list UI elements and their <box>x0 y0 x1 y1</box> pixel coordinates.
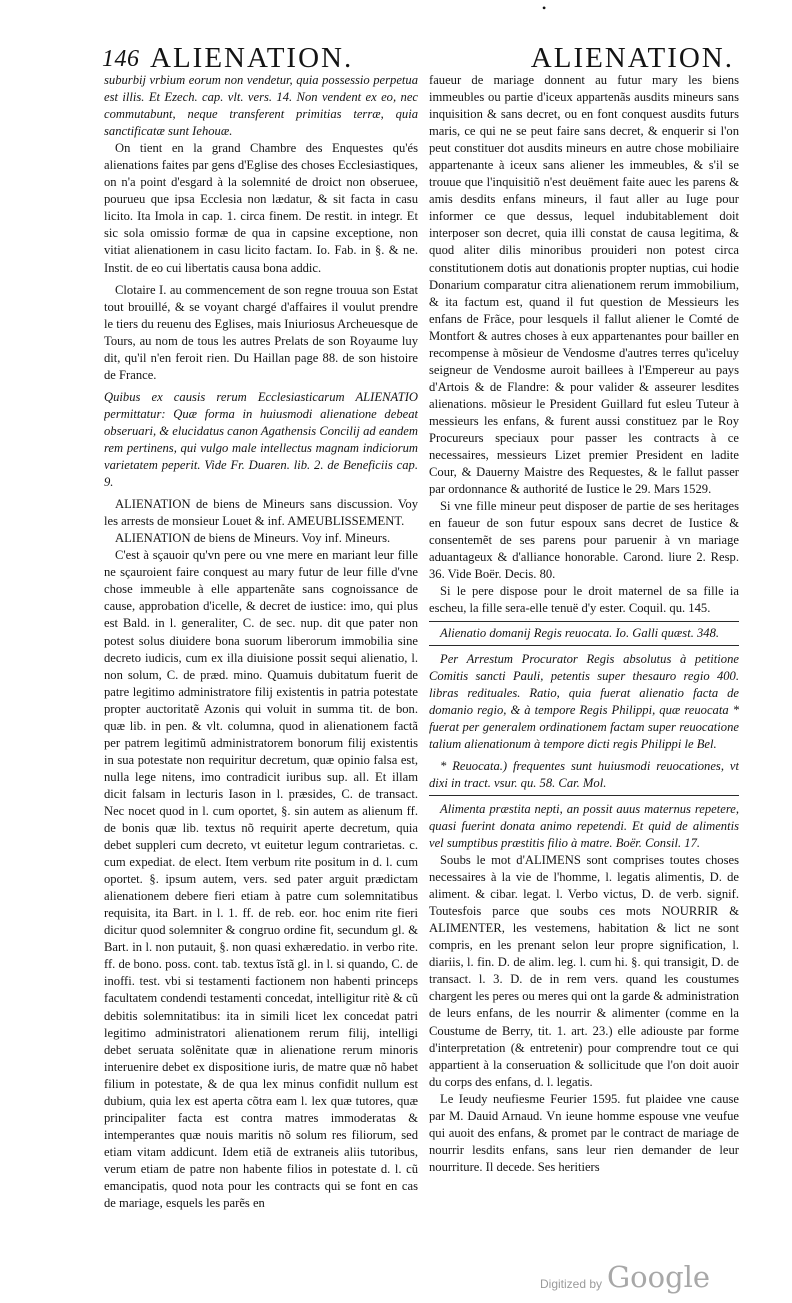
paragraph: faueur de mariage donnent au futur mary les biens immeubles ou partie d'iceux appartenãs ausdits mineurs sans inquisition & sans decret, ou en font conquest ausdits futurs maris, ce qui ne se peut faire sans decret, & enquerir si l'on peut constituer dot ausdits mineurs en autre chose mobiliaire appartenante à iceux sans aliener les immeubles, & s'il se trouue que l'inquisitiõ n'est deuëment faite auec les parens & amis desdits enfans mineurs, il faut aller au Iuge pour informer ce que dessus, lequel indubitablement doit interposer son decret, quia illi constat de causa legitima, & quod aliter dilis minoribus prouideri non potest circa constitutionem dotis aut donationis propter nuptias, cui hodie Donarium comparatur citra alienationem rerum immobilium, & ita factum est, quand il fut question de Messieurs les enfans de Frãce, pour lesquels il fallut aliener le Comté de Montfort & autres choses à eux appartenantes pour bailler en recompense à mõsieur de Vendosme d'autres terres qu'iceluy seigneur de Vendosme auroit baillees à l'Empereur au pays d'Artois & de Flandre: & pour valider & asseurer lesdites alienations. mõsieur le President Guillard fut esleu Tuteur à messieurs les enfans, & furent aussi constituez par le Roy Procureurs speciaux pour passer les contracts à ce necessaires, messieurs Lizet premier President en ladite Cour, & Dauerny Maistre des Requestes, & le fallut passer par ordonnance & authorité de Iustice le 29. Mars 1529. <box>429 73 739 497</box>
paragraph: On tient en la grand Chambre des Enquestes qu'és alienations faites par gens d'Eglise des choses Ecclesiastiques, on n'a point d'esgard à la solemnité de droict non obseruee, pourueu que ipsa Ecclesia non lædatur, & sit facta in casu licito. Ita Imola in cap. 1. circa finem. De restit. in integr. Et sic sola omissio formæ de qua in capsine exceptione, non vitiat alienationem in casu licito factam. Io. Fab. in §. & ne. Instit. de eo cui libertatis causa bona addic. <box>104 141 418 275</box>
digitized-by-label: Digitized by <box>540 1277 603 1291</box>
divider <box>429 645 739 646</box>
paragraph: Soubs le mot d'ALIMENS sont comprises toutes choses necessaires à la vie de l'homme, l. legatis alimentis, D. de aliment. & cibar. legat. l. Verbo victus, D. de verb. signif. Toutesfois parce que soubs ces mots NOURRIR & ALIMENTER, les vestemens, habitation & lict ne sont compris, en les prenant selon leur propre signification, l. diariis, l. fin. D. de alim. leg. l. cum hi. §. qui transigit, D. de transact. l. 3. D. de in rem vers. quand les coustumes chargent les peres ou meres qui ont la garde & administration de leurs enfans, de les nourrir & alimenter (comme en la Coustume de Berry, tit. 1. art. 23.) elle adiouste par forme d'interpretation (& entretenir) pour comprendre tout ce qui appartient à la conseruation & sollicitude que l'on doit auoir du corps des enfans, d. l. legatis. <box>429 853 739 1089</box>
page-mark: • <box>542 1 547 15</box>
running-title-left: ALIENATION. <box>150 42 354 74</box>
left-column <box>104 72 418 1242</box>
paragraph: Si vne fille mineur peut disposer de partie de ses heritages en faueur de son futur espoux sans decret de Iustice & consentemẽt de ses parens pour paruenir à vn mariage aduantageux & d'alliance honorable. Carond. liure 2. Resp. 36. Vide Boër. Decis. 80. <box>429 499 739 582</box>
paragraph: Si le pere dispose pour le droit maternel de sa fille ia escheu, la fille sera-elle tenuë d'y ester. Coquil. qu. 145. <box>429 584 739 616</box>
divider <box>429 795 739 796</box>
right-column <box>429 72 739 1242</box>
running-title-right: ALIENATION. <box>530 42 734 74</box>
cross-reference: ALIENATION de biens de Mineurs sans discussion. Voy les arrests de monsieur Louet & inf. AMEUBLISSEMENT. <box>104 497 418 529</box>
section-heading: Alienatio domanij Regis reuocata. Io. Galli quæst. 348. <box>440 625 720 640</box>
paragraph: suburbij vrbium eorum non vendetur, quia possessio perpetua est illis. Et Ezech. cap. vlt. vers. 14. Non vendent ex eo, nec commutabunt, neque transferent primitias terræ, quia sanctificatæ sunt Iehouæ. <box>104 73 418 139</box>
paragraph: Le Ieudy neufiesme Feurier 1595. fut plaidee vne cause par M. Dauid Arnaud. Vn ieune homme espouse vne veufue qui auoit des enfans, & promet par le contract de mariage de nourrir lesdits enfans, sans leur rien demander de leur nourriture. Il decede. Ses heritiers <box>429 1091 739 1174</box>
running-header <box>102 42 734 74</box>
reference-entry: Alimenta præstita nepti, an possit auus maternus repetere, quasi fuerint donata animo repetendi. Et quid de alimentis vel sumptibus præstitis filio à matre. Boër. Consil. 17. <box>429 801 739 851</box>
paragraph: Per Arrestum Procurator Regis absolutus à petitione Comitis sancti Pauli, petentis super thesauro regio 400. libras redituales. Ratio, quia fuerat alienatio facta de domanio regio, & à tempore Regis Philippi, quæ reuocata * fuerat per generalem ordinationem factam super reuocatione talium alienationum à tempore dicti regis Philippi le Bel. <box>429 651 739 751</box>
cross-reference: ALIENATION de biens de Mineurs. Voy inf. Mineurs. <box>115 531 391 546</box>
paragraph: C'est à sçauoir qu'vn pere ou vne mere en mariant leur fille ne sçauroient faire conquest au mary futur de leur fille d'vne chose immeuble à elle appartenãte sans cognoissance de cause, approbation d'icelle, & decret de iustice: imo, qui plus est Bald. in l. generaliter, C. de sec. nup. dit que pater non potest solus diuidere bona suorum liberorum immobilia sine decreto iudicis, cum ex illa diuisione possit sequi alienatio, l. non solum, C. de præd. mino. Quamuis dubitatum fuerit de patre legitimo administratore filij existentis in patria potestate propter auctoritatẽ Azonis qui voluit in summa tit. de bon. quæ lib. in pen. & vlt. columna, quod in alienationem factã per patrem legitimũ administratorem bonorum filij existentis in sua potestate non requiritur decretum, quæ opinio falsa est, nulla lege nitens, imo contradicit iuribus sup. all. Et illam dicit falsam in lecturis Iason in l. præsides, C. de transact. Nec nocet quod in l. cum oportet, §. sin autem as alienum ff. de bonis quæ lib. textus nõ requirit aperte decretum, quia debet suppleri cum decreto, vt euitetur legum contrarietas. c. cum expediat. de elect. Item verbum rite positum in d. l. cum oportet. §. ipsum autem, vers. sed pater arguit prædictam alienationem debere fieri etiam à patre cum solemnitatibus requisita, ita Bart. in l. 1. ff. de reb. eor. hoc enim rite fieri dicitur quod solemniter & congruo ordine fit, secundum gl. & Bart. in l. non putauit, §. non quasi exhæredatio. in verbo rite. ff. de bono. poss. cont. tab. textus ĩstã gl. in l. si quando, C. de inoffi. test. vbi si testamenti factionem non habenti princeps facultatem condendi testamenti concedat, intelligitur ritè & cũ debitis solemnitatibus: ita in simili licet lex concedat patri legitimo administratori alienationem rerum filij, intelligi debet seruata solẽnitate quæ in alienatione rerum minoris interuenire debet ex dispositione iuris, de matre quæ nõ habet filium in potestate, & de qua lex minus confidit nullum est dubium, quia lex est aperta cõtra eam l. lex quæ tutores, quæ principaliter facta est contra matres immoderatas & intemperantes quæ nouis maritis nõ solum res filiorum, sed etiam vitam addicunt. Idem etiã de extraneis aliis tutoribus, verum etiam de patre non habente filios in potestate d. l. cũ emancipatis, quod nota pour les contracts qui se font en cas de mariage, esquels les parẽs en <box>104 548 418 1211</box>
paragraph: Clotaire I. au commencement de son regne trouua son Estat tout brouillé, & se voyant chargé d'affaires il voulut prendre le tiers du reuenu des Eglises, mais Iniuriosus Archeuesque de Tours, au nom de tous les autres Prelats de son Royaume luy dit, qu'il n'en feroit rien. Du Haillan page 88. de son histoire de France. <box>104 282 418 382</box>
page-number: 146 <box>102 46 140 72</box>
reference-entry: Quibus ex causis rerum Ecclesiasticarum ALIENATIO permittatur: Quæ forma in huiusmodi alienatione debeat obseruari, & elucidatus canon Agathensis Concilij ad eandem rem pertinens, qui vulgo male intellectus magnam indiciorum varietatem peperit. Vide Fr. Duaren. lib. 2. de Beneficiis cap. 9. <box>104 389 418 490</box>
digitized-watermark <box>534 1262 754 1296</box>
note: * Reuocata.) frequentes sunt huiusmodi reuocationes, vt dixi in tract. vsur. qu. 58. Car. Mol. <box>429 758 739 790</box>
google-logo: Google <box>607 1260 711 1294</box>
divider <box>429 621 739 622</box>
